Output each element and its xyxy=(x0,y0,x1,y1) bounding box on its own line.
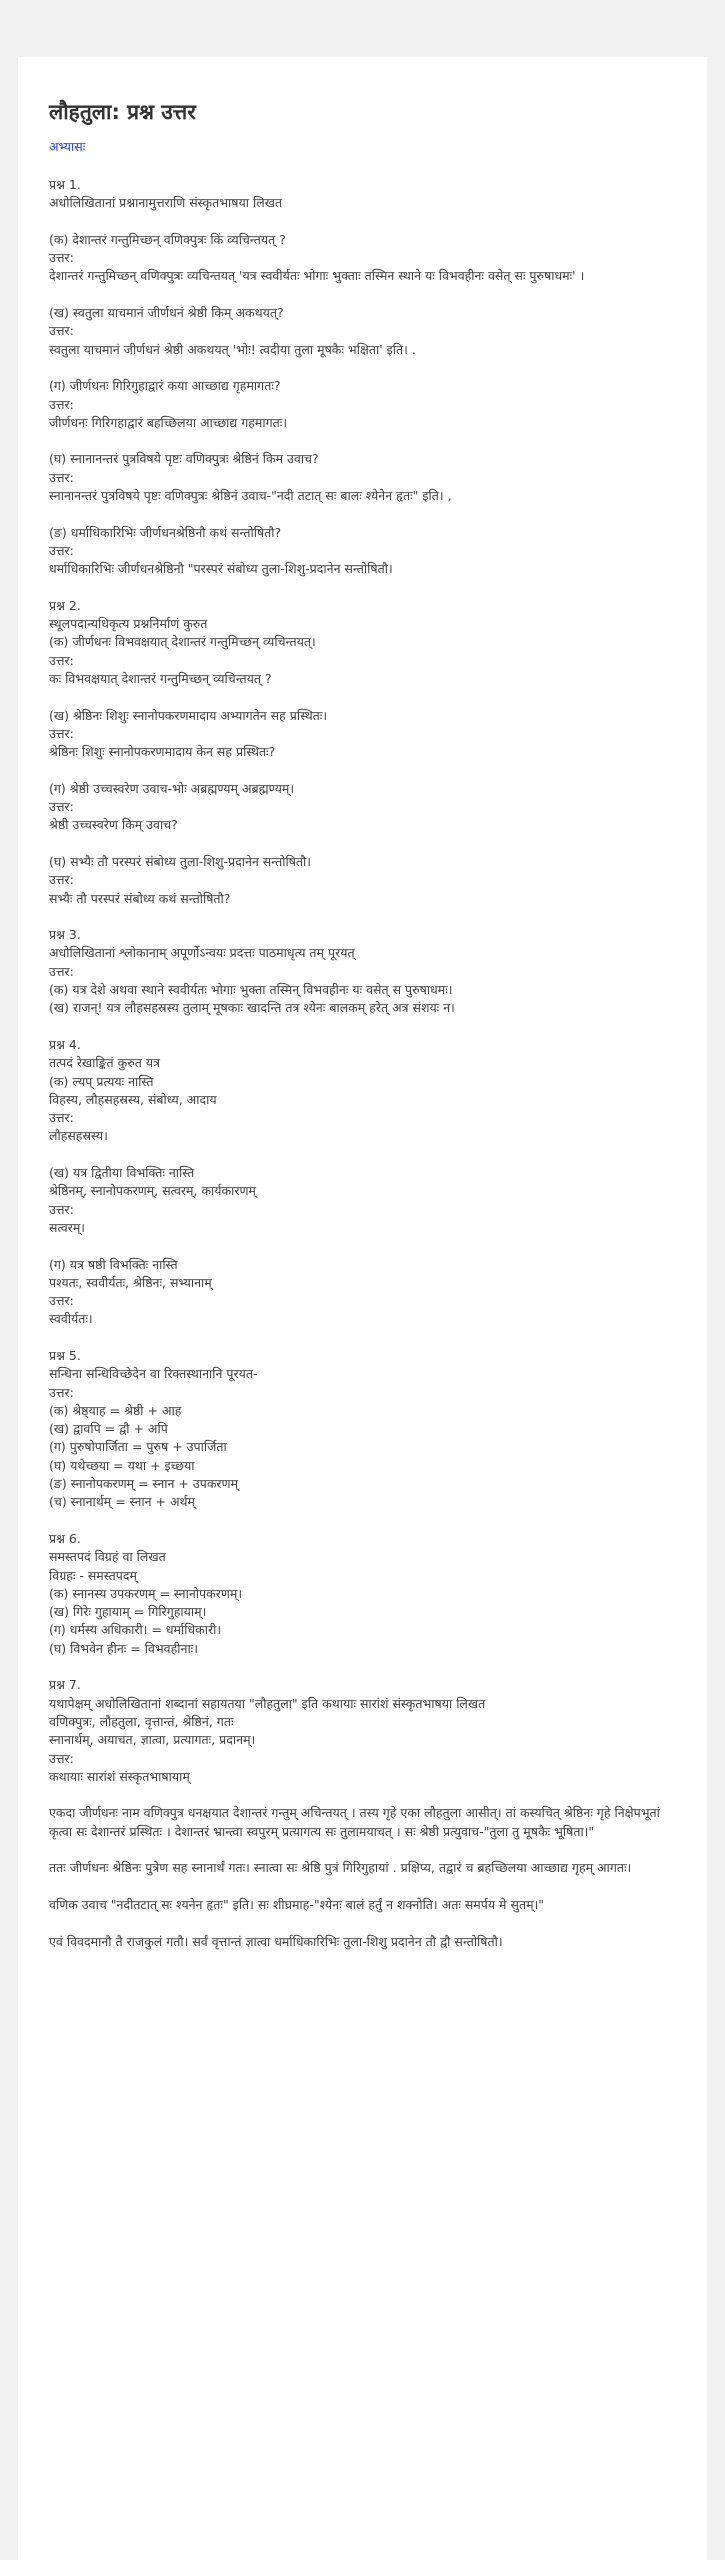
text-line: (ख) द्वावपि = द्वौ + अपि xyxy=(49,1421,168,1437)
text-line: (ग) श्रेष्ठी उच्चस्वरेण उवाच-भोः अब्रह्मण्यम् अब्रह्मण्यम्। xyxy=(49,780,295,796)
text-line: प्रश्न 3. xyxy=(49,927,81,943)
text-line: उत्तर: xyxy=(49,872,74,888)
text-line: प्रश्न 5. xyxy=(49,1348,81,1363)
text-line: श्रेष्ठिनः शिशुः स्नानोपकरणमादाय केन सह प्रस्थितः? xyxy=(49,744,276,760)
text-line: स्नानार्थम्, अयाचत, ज्ञात्वा, प्रत्यागतः, प्रदानम्। xyxy=(49,1732,256,1748)
text-line: सत्वरम्। xyxy=(49,1219,86,1235)
text-line: अधोलिखितानां प्रश्नानामुत्तराणि संस्कृतभाषया लिखत xyxy=(49,195,283,211)
block-gap xyxy=(49,1512,678,1530)
article-page xyxy=(18,57,707,2560)
text-line: (ग) धर्मस्य अधिकारी। = धर्माधिकारी। xyxy=(49,1622,222,1638)
text-line: (क) जीर्णधनः विभवक्षयात् देशान्तरं गन्तुमिच्छन् व्यचिन्तयत्। xyxy=(49,634,316,650)
text-line: (घ) यथेच्छया = यथा + इच्छया xyxy=(49,1457,195,1473)
block-gap xyxy=(49,1146,678,1164)
block-gap xyxy=(49,286,678,304)
qa-block xyxy=(49,1896,678,1914)
text-line: अधोलिखितानां श्लोकानाम् अपूर्णोऽन्वयः प्रदत्तः पाठमाधृत्य तम् पूरयत् xyxy=(49,945,355,961)
block-gap xyxy=(49,505,678,523)
block-gap xyxy=(49,1841,678,1859)
block-gap xyxy=(49,688,678,706)
text-line: जीर्णधनः गिरिगहाद्वारं बहच्छिलया आच्छाद्य गहमागतः। xyxy=(49,414,288,430)
qa-block xyxy=(49,1530,678,1658)
text-line: (क) स्नानस्य उपकरणम् = स्नानोपकरणम्। xyxy=(49,1585,243,1601)
qa-block xyxy=(49,926,678,1017)
text-line: (ङ) स्नानोपकरणम् = स्नान + उपकरणम् xyxy=(49,1476,239,1492)
text-line: धर्माधिकारिभिः जीर्णधनश्रेष्ठिनौ "परस्परं संबोध्य तुला-शिशु-प्रदानेन सन्तोषितौ। xyxy=(49,561,393,577)
text-line: उत्तर: xyxy=(49,1384,74,1400)
text-line: देशान्तरं गन्तुमिच्छन् वणिक्पुत्रः व्यचिन्तयत् 'यत्र स्ववीर्यतः भोगाः भुक्ताः तस्मिन स्थाने यः विभवहीनः वसेत् सः पुरुषाधमः' । xyxy=(49,268,585,284)
text-line: कथायाः सारांशं संस्कृतभाषायाम् xyxy=(49,1768,190,1784)
text-line: (क) ल्यप् प्रत्ययः नास्ति xyxy=(49,1073,154,1089)
text-line: (ख) गिरेः गुहायाम् = गिरिगुहायाम्। xyxy=(49,1604,207,1620)
qa-block xyxy=(49,1676,678,1786)
qa-block xyxy=(49,304,678,359)
article-content xyxy=(49,176,678,1951)
qa-block xyxy=(49,524,678,579)
text-line: विहस्य, लौहसहस्रस्य, संबोध्य, आदाय xyxy=(49,1091,217,1107)
text-line: समस्तपदं विग्रहं वा लिखत xyxy=(49,1549,166,1565)
block-gap xyxy=(49,1786,678,1804)
text-line: स्वतुला याचमानं जीर्णधनं श्रेष्ठी अकथयत् 'भोः! त्वदीया तुला मूषकैः भक्षिता' इति। . xyxy=(49,341,416,357)
block-gap xyxy=(49,835,678,853)
text-line: (ङ) धर्माधिकारिभिः जीर्णधनश्रेष्ठिनौ कथं सन्तोषितौ? xyxy=(49,524,282,540)
text-line: एकदा जीर्णधनः नाम वणिक्पुत्र धनक्षयात देशान्तरं गन्तुम् अचिन्तयत् । तस्य गृहे एका लौहतुला आसीत्। तां कस्यचित् श्रेष्ठिनः गृहे निक्षेपभूतां कृत्वा सः देशान्तरं प्रस्थितः । देशान्तरं भ्रान्त्वा स्वपुरम् प्रत्यागत्य सः तुलामयाचत् । सः श्रेष्ठी प्रत्युवाच-"तुला तु मूषकैः भूषिता।" xyxy=(49,1805,660,1839)
text-line: उत्तर: xyxy=(49,1750,74,1766)
block-gap xyxy=(49,1878,678,1896)
text-line: श्रेष्ठिनम्, स्नानोपकरणम्, सत्वरम्, कार्यकारणम् xyxy=(49,1183,257,1199)
text-line: प्रश्न 2. xyxy=(49,597,81,613)
text-line: (क) देशान्तरं गन्तुमिच्छन् वणिक्पुत्रः किं व्यचिन्तयत् ? xyxy=(49,231,286,247)
text-line: प्रश्न 1. xyxy=(49,177,81,192)
qa-block xyxy=(49,1804,678,1841)
text-line: प्रश्न 7. xyxy=(49,1677,81,1693)
qa-block xyxy=(49,1164,678,1237)
text-line: (ग) यत्र षष्ठी विभक्तिः नास्ति xyxy=(49,1256,178,1272)
text-line: (ख) श्रेष्ठिनः शिशुः स्नानोपकरणमादाय अभ्यागतेन सह प्रस्थितः। xyxy=(49,707,328,723)
text-line: (च) स्नानार्थम् = स्नान + अर्थम् xyxy=(49,1494,195,1510)
block-gap xyxy=(49,1237,678,1255)
text-line: यथापेक्षम् अधोलिखितानां शब्दानां सहायतया "लौहतुला" इति कथायाः सारांशं संस्कृतभाषया लिखत xyxy=(49,1695,486,1711)
qa-block xyxy=(49,1347,678,1512)
block-gap xyxy=(49,1329,678,1347)
block-gap xyxy=(49,1018,678,1036)
text-line: उत्तर: xyxy=(49,652,74,668)
text-line: उत्तर: xyxy=(49,725,74,741)
qa-block xyxy=(49,707,678,762)
text-line: लौहसहस्रस्य। xyxy=(49,1128,108,1144)
text-line: (घ) सभ्यैः तौ परस्परं संबोध्य तुला-शिशु-प्रदानेन सन्तोषितौ। xyxy=(49,853,312,869)
qa-block xyxy=(49,1256,678,1329)
text-line: उत्तर: xyxy=(49,1201,74,1217)
qa-block xyxy=(49,1036,678,1146)
block-gap xyxy=(49,1658,678,1676)
qa-block xyxy=(49,231,678,286)
qa-block xyxy=(49,853,678,908)
text-line: (ख) स्वतुला याचमानं जीर्णधनं श्रेष्ठी किम् अकथयत्? xyxy=(49,305,284,321)
qa-block xyxy=(49,176,678,213)
text-line: (ख) राजन्! यत्र लौहसहस्रस्य तुलाम् मूषकाः खादन्ति तत्र श्येनः बालकम् हरेत् अत्र संशयः न। xyxy=(49,1000,455,1016)
text-line: (घ) स्नानानन्तरं पुत्रविषये पृष्टः वणिक्पुत्रः श्रेष्ठिनं किम उवाच? xyxy=(49,451,319,467)
text-line: (घ) विभवेन हीनः = विभवहीनाः। xyxy=(49,1640,198,1656)
text-line: (क) यत्र देशे अथवा स्थाने स्ववीर्यतः भोगाः भुक्ता तस्मिन् विभवहीनः यः वसेत् स पुरुषाधमः। xyxy=(49,982,453,998)
qa-block xyxy=(49,377,678,432)
text-line: श्रेष्ठी उच्चस्वरेण किम् उवाच? xyxy=(49,817,178,833)
text-line: कः विभवक्षयात् देशान्तरं गन्तुमिच्छन् व्यचिन्तयत् ? xyxy=(49,671,272,687)
text-line: पश्यतः, स्ववीर्यतः, श्रेष्ठिनः, सभ्यानाम् xyxy=(49,1274,212,1290)
text-line: वणिक्पुत्रः, लौहतुला, वृत्तान्तं, श्रेष्ठिनं, गतः xyxy=(49,1713,234,1729)
text-line: स्ववीर्यतः। xyxy=(49,1311,93,1327)
qa-block xyxy=(49,780,678,835)
text-line: उत्तर: xyxy=(49,1110,74,1126)
text-line: उत्तर: xyxy=(49,469,74,485)
text-line: (ग) जीर्णधनः गिरिगुहाद्वारं कया आच्छाद्य गृहमागतः? xyxy=(49,378,281,394)
text-line: उत्तर: xyxy=(49,250,74,266)
block-gap xyxy=(49,432,678,450)
text-line: उत्तर: xyxy=(49,1293,74,1309)
text-line: प्रश्न 6. xyxy=(49,1530,81,1546)
text-line: ततः जीर्णधनः श्रेष्ठिनः पुत्रेण सह स्नानार्थं गतः। स्नात्वा सः श्रेष्ठि पुत्रं गिरिगुहायां . प्रक्षिप्य, तद्वारं च ब्रहच्छिलया आच्छाद्य गृहम् आगतः। xyxy=(49,1860,632,1876)
qa-block xyxy=(49,450,678,505)
text-line: उत्तर: xyxy=(49,963,74,979)
block-gap xyxy=(49,762,678,780)
text-line: उत्तर: xyxy=(49,799,74,815)
text-line: सन्धिना सन्धिविच्छेदेन वा रिक्तस्थानानि पूरयत- xyxy=(49,1366,258,1382)
text-line: विग्रहः - समस्तपदम् xyxy=(49,1567,137,1583)
text-line: उत्तर: xyxy=(49,542,74,558)
qa-block xyxy=(49,1859,678,1877)
text-line: स्थूलपदान्यधिकृत्य प्रश्ननिर्माणं कुरुत xyxy=(49,616,208,632)
qa-block xyxy=(49,1933,678,1951)
text-line: वणिक उवाच "नदीतटात् सः श्यनेन हृतः" इति। सः शीघ्रमाह-"श्येनः बालं हर्तुं न शक्नोति। अतः समर्पय मे सुतम्।" xyxy=(49,1896,545,1912)
block-gap xyxy=(49,1914,678,1932)
text-line: प्रश्न 4. xyxy=(49,1036,81,1052)
text-line: एवं विवदमानौ तै राजकुलं गतौ। सर्वं वृत्तान्तं ज्ञात्वा धर्माधिकारिभिः तुला-शिशु प्रदानेन तौ द्वौ सन्तोषितौ। xyxy=(49,1933,503,1949)
block-gap xyxy=(49,359,678,377)
text-line: तत्पदं रेखाङ्कितं कुरुत यत्र xyxy=(49,1055,160,1071)
text-line: उत्तर: xyxy=(49,396,74,412)
text-line: स्नानानन्तरं पुत्रविषये पृष्टः वणिक्पुत्रः श्रेष्ठिनं उवाच-"नदी तटात् सः बालः श्येनेन हृतः" इति। , xyxy=(49,488,452,504)
text-line: सभ्यैः तौ परस्परं संबोध्य कथं सन्तोषितौ? xyxy=(49,890,231,906)
text-line: (ग) पुरुषोपार्जिता = पुरुष + उपार्जिता xyxy=(49,1439,227,1455)
text-line: (ख) यत्र द्वितीया विभक्तिः नास्ति xyxy=(49,1165,195,1181)
block-gap xyxy=(49,908,678,926)
block-gap xyxy=(49,579,678,597)
text-line: उत्तर: xyxy=(49,323,74,339)
qa-block xyxy=(49,597,678,688)
section-subtitle: अभ्यासः xyxy=(49,139,86,154)
page-title: लौहतुला: प्रश्न उत्तर xyxy=(49,100,196,124)
text-line: (क) श्रेष्ठ्याह = श्रेष्ठी + आह xyxy=(49,1402,182,1418)
block-gap xyxy=(49,213,678,231)
